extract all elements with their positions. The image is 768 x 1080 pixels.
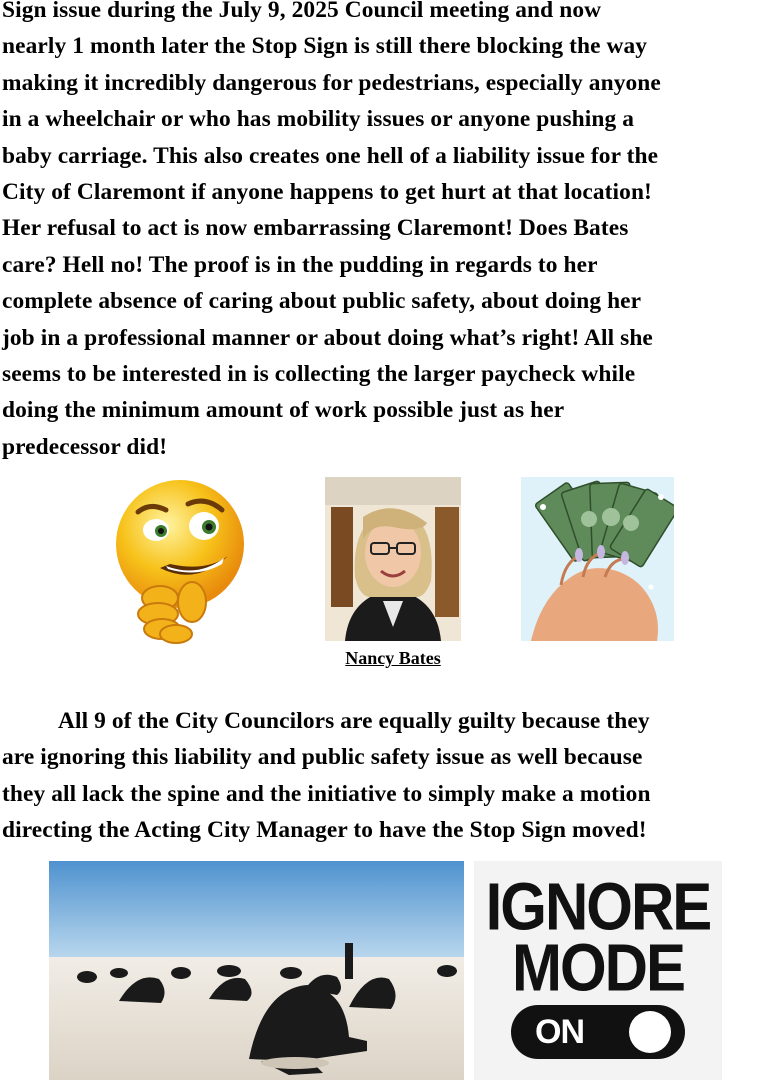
paragraph-line: Her refusal to act is now embarrassing Claremont! Does Bates — [2, 215, 629, 242]
paragraph-line: in a wheelchair or who has mobility issues or anyone pushing a — [2, 106, 635, 133]
portrait-caption: Nancy Bates — [345, 648, 441, 668]
hand-holding-cash-icon — [521, 477, 674, 641]
article-paragraph-2 — [2, 703, 768, 849]
paragraph-line: baby carriage. This also creates one hell of a liability issue for the — [2, 142, 659, 169]
paragraph-line: are ignoring this liability and public safety issue as well because — [2, 744, 643, 771]
ignore-mode-graphic — [474, 861, 722, 1080]
paragraph-line: Sign issue during the July 9, 2025 Council meeting and now — [2, 0, 602, 23]
paragraph-line: seems to be interested in is collecting the larger paycheck while — [2, 361, 636, 388]
paragraph-line: they all lack the spine and the initiative to simply make a motion — [2, 780, 651, 807]
toggle-knob-icon — [629, 1011, 671, 1053]
mode-word: MODE — [512, 929, 684, 1005]
paragraph-line: directing the Acting City Manager to have the Stop Sign moved! — [2, 817, 647, 844]
paragraph-line: complete absence of caring about public safety, about doing her — [2, 288, 642, 315]
on-toggle-switch — [511, 1005, 685, 1059]
paragraph-line: making it incredibly dangerous for pedestrians, especially anyone — [2, 69, 661, 96]
paragraph-line: care? Hell no! The proof is in the pudding in regards to her — [2, 251, 598, 278]
paragraph-line: nearly 1 month later the Stop Sign is still there blocking the way — [2, 33, 648, 60]
ignore-word: IGNORE — [485, 868, 711, 944]
paragraph-line: doing the minimum amount of work possible just as her — [2, 397, 565, 424]
paragraph-line: All 9 of the City Councilors are equally guilty because they — [58, 708, 650, 734]
article-paragraph-1 — [2, 0, 768, 465]
nancy-bates-portrait — [325, 477, 461, 641]
people-heads-in-sand-icon — [49, 861, 464, 1080]
paragraph-line: City of Claremont if anyone happens to get hurt at that location! — [2, 179, 652, 206]
paragraph-line: predecessor did! — [2, 433, 168, 460]
paragraph-line: job in a professional manner or about doing what’s right! All she — [2, 324, 653, 351]
thinking-smirk-emoji-icon — [110, 474, 246, 646]
toggle-label: ON — [535, 1013, 584, 1051]
